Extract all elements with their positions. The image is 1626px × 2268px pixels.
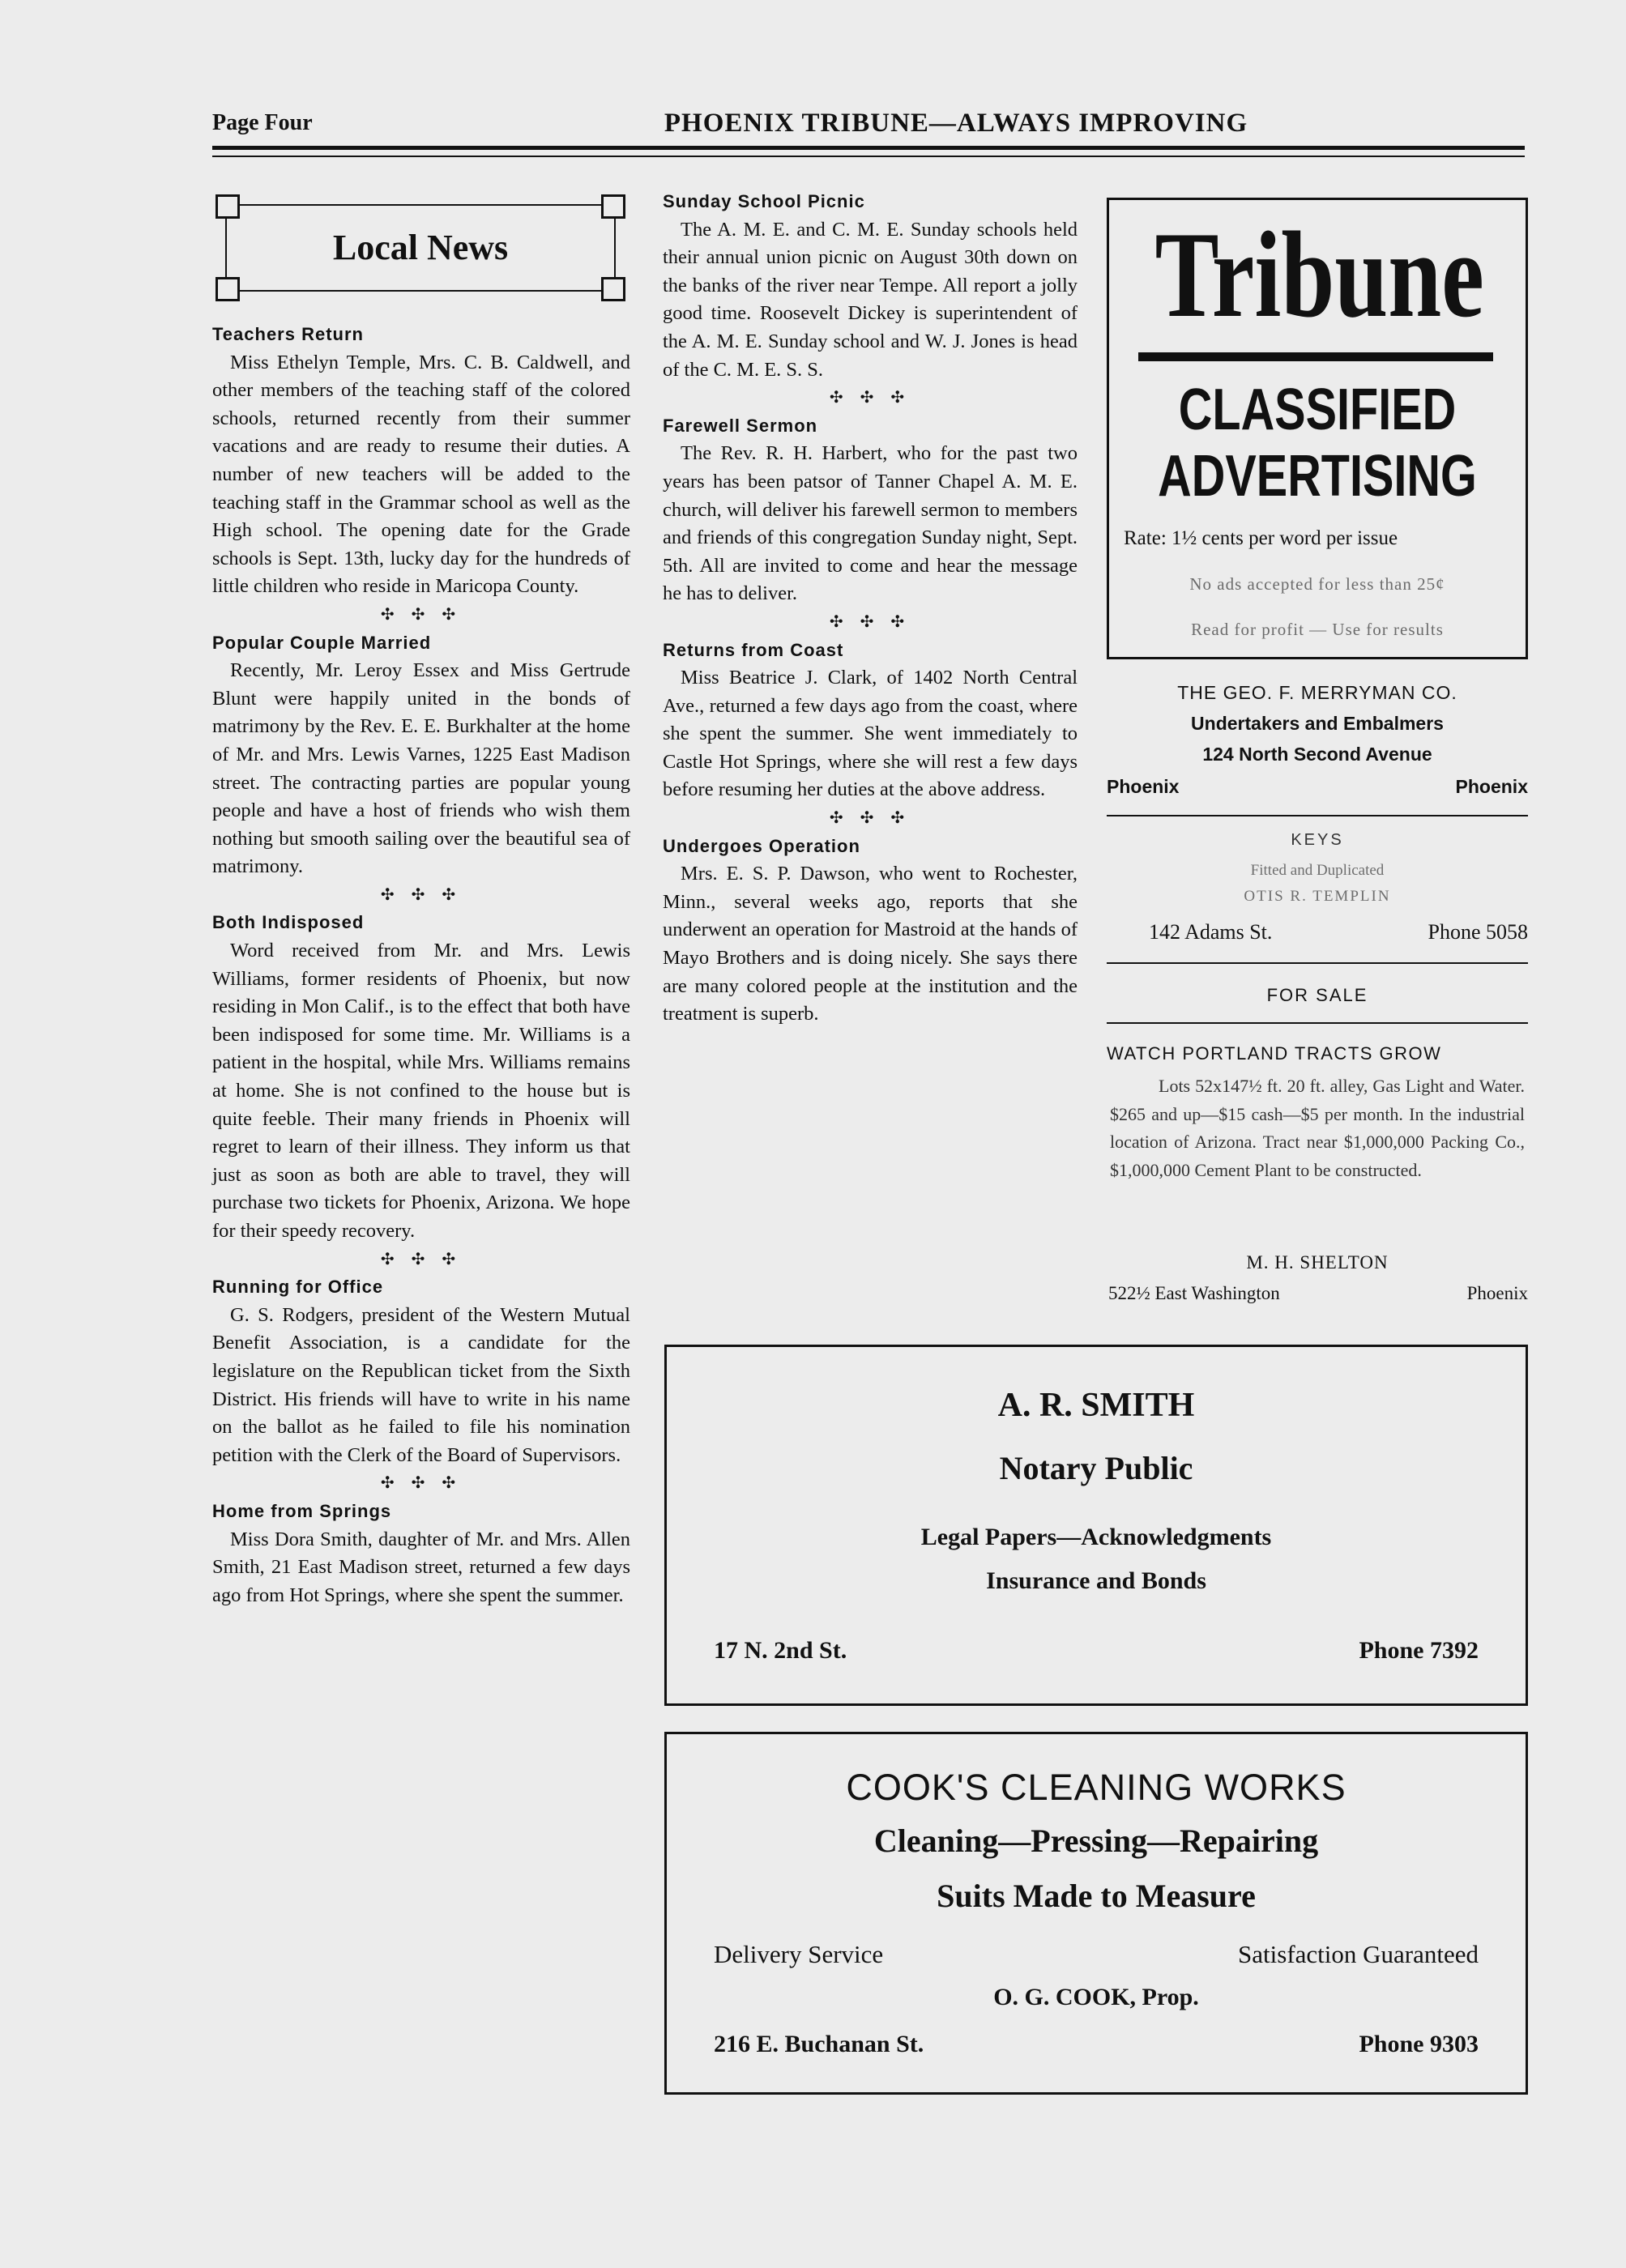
article-text: Mrs. E. S. P. Dawson, who went to Rochester, Minn., several weeks ago, reports that she underwent an operation for Mastroid at the hands of Mayo Brothers and is doing nicely. She says there are many colored people at the institution and the treatment is superb. [663,863,1078,1025]
portland-text: Lots 52x147½ ft. 20 ft. alley, Gas Light and Water. $265 and up—$15 cash—$5 per month. In the industrial location of Arizona. Tract near $1,000,000 Packing Co., $1,000,000 Cement Plant to be constructed. [1110,1076,1525,1180]
portland-city: Phoenix [1466,1283,1528,1303]
divider [1107,815,1528,816]
article-heading: Popular Couple Married [212,632,432,653]
notary-name: A. R. SMITH [997,1387,1195,1424]
frame-line [240,204,601,206]
advertising-heading: ADVERTISING [1158,444,1477,509]
tribune-rule [1138,352,1493,361]
corner-ornament [601,194,625,219]
keys-phone: Phone 5058 [1428,920,1528,944]
portland-address: 522½ East Washington [1108,1283,1280,1303]
divider [1107,962,1528,964]
notary-contact-row [714,1637,1479,1665]
article-heading: Sunday School Picnic [663,191,865,211]
merryman-line: Undertakers and Embalmers [1191,713,1444,734]
merryman-city: Phoenix [1107,776,1180,797]
article-heading: Farewell Sermon [663,415,818,436]
cleaning-name: COOK'S CLEANING WORKS [846,1767,1346,1808]
news-column-2 [663,188,1078,1029]
article-heading: Home from Springs [212,1500,392,1521]
article-heading: Teachers Return [212,324,364,344]
masthead: PHOENIX TRIBUNE—ALWAYS IMPROVING [664,109,1248,138]
article-heading: Running for Office [212,1277,384,1298]
separator-ornament: ✣ ✣ ✣ [829,612,911,631]
article-text: The Rev. R. H. Harbert, who for the past two years has been patsor of Tanner Chapel A. M. E. church, will deliver his farewell sermon to members and friends of this congregation Sunday night, Sept. 5th. All are invited to come and hear the message he has to deliver. [663,442,1078,605]
cleaning-proprietor: O. G. COOK, Prop. [993,1984,1199,2010]
article-heading: Both Indisposed [212,912,365,933]
article-heading: Returns from Coast [663,639,844,660]
notary-address: 17 N. 2nd St. [714,1637,847,1664]
separator-ornament: ✣ ✣ ✣ [380,1250,463,1268]
faint-line: No ads accepted for less than 25¢ [1189,574,1445,594]
article-text: Miss Beatrice J. Clark, of 1402 North Central Ave., returned a few days ago from the coast, where she spent the summer. She went immediately to Castle Hot Springs, where she will rest a few days before resuming her duties at the above address. [663,667,1078,801]
article-text: G. S. Rodgers, president of the Western Mutual Benefit Association, is a candidate for the legislature on the Republican ticket from the Sixth District. His friends will have to write in his name on the ballot as he failed to file his nomination petition with the Clerk of the Board of Supervisors. [212,1303,630,1466]
masthead-rule-thin [212,156,1525,157]
cleaning-services: Cleaning—Pressing—Repairing [873,1823,1319,1859]
classified-heading: CLASSIFIED [1178,377,1457,442]
local-news-title: Local News [332,228,509,267]
news-column-1 [212,321,630,1609]
keys-title: KEYS [1291,831,1344,849]
tribune-classified-ad [1107,198,1528,659]
merryman-address: 124 North Second Avenue [1202,744,1432,765]
portland-contact-row [1108,1283,1528,1304]
cleaning-contact-row [714,2031,1479,2058]
cleaning-phone: Phone 9303 [1359,2031,1479,2057]
merryman-name: THE GEO. F. MERRYMAN CO. [1177,682,1457,703]
keys-line: OTIS R. TEMPLIN [1244,888,1391,905]
article-text: Miss Dora Smith, daughter of Mr. and Mrs. Allen Smith, 21 East Madison street, returned a few days ago from Hot Springs, where she spent the summer. [212,1528,630,1606]
corner-ornament [216,277,240,301]
page-label: Page Four [212,110,313,135]
keys-contact-row [1149,920,1528,944]
rate-text: Rate: 1½ cents per word per issue [1124,527,1398,549]
notary-line: Legal Papers—Acknowledgments [920,1524,1272,1550]
masthead-rule [212,146,1525,150]
corner-ornament [216,194,240,219]
article-heading: Undergoes Operation [663,835,860,856]
cleaning-features-row [714,1940,1479,1969]
frame-line [240,290,601,292]
separator-ornament: ✣ ✣ ✣ [829,389,911,407]
keys-line: Fitted and Duplicated [1250,862,1385,879]
portland-agent: M. H. SHELTON [1246,1252,1389,1273]
article-text: Miss Ethelyn Temple, Mrs. C. B. Caldwell, and other members of the teaching staff of the colored schools, returned recently from their summer vacations and are ready to resume their duties. A number of new teachers will be added to the teaching staff in the Grammar school as well as the High school. The opening date for the Grade schools is Sept. 13th, lucky day for the hundreds of little children who reside in Maricopa County. [212,351,630,598]
notary-title: Notary Public [999,1450,1193,1486]
for-sale-heading: FOR SALE [1266,985,1368,1005]
article-text: Word received from Mr. and Mrs. Lewis Williams, former residents of Phoenix, but now residing in Mon Calif., is to the effect that both have been indisposed for some time. Mr. Williams is a patient in the hospital, while Mrs. Williams remains at home. She is not confined to the house but is quite feeble. Their many friends in Phoenix will regret to learn of their illness. They inform us that just as soon as both are able to travel, they will purchase two tickets for Phoenix, Arizona. We hope for their speedy recovery. [212,940,630,1242]
cleaning-ad [664,1732,1528,2095]
portland-title: WATCH PORTLAND TRACTS GROW [1107,1043,1442,1064]
corner-ornament [601,277,625,301]
local-news-box [216,194,625,301]
faint-line: Read for profit — Use for results [1191,620,1444,639]
article-text: The A. M. E. and C. M. E. Sunday schools held their annual union picnic on August 30th down on the banks of the river near Tempe. All report a jolly good time. Roosevelt Dickey is superintendent of the A. M. E. Sunday school and W. J. Jones is head of the C. M. E. S. S. [663,218,1078,381]
cleaning-tagline: Suits Made to Measure [937,1878,1256,1914]
merryman-city-row [1107,776,1528,798]
separator-ornament: ✣ ✣ ✣ [829,809,911,828]
separator-ornament: ✣ ✣ ✣ [380,885,463,904]
separator-ornament: ✣ ✣ ✣ [380,605,463,624]
cleaning-address: 216 E. Buchanan St. [714,2031,924,2057]
notary-line: Insurance and Bonds [986,1567,1206,1594]
merryman-city: Phoenix [1455,776,1528,797]
separator-ornament: ✣ ✣ ✣ [380,1474,463,1493]
tribune-title: Tribune [1154,207,1484,343]
notary-phone: Phone 7392 [1359,1637,1479,1664]
divider [1107,1022,1528,1024]
keys-address: 142 Adams St. [1149,920,1273,944]
cleaning-feature: Delivery Service [714,1940,884,1968]
notary-ad [664,1345,1528,1706]
cleaning-feature: Satisfaction Guaranteed [1238,1940,1479,1968]
article-text: Recently, Mr. Leroy Essex and Miss Gertrude Blunt were happily united in the bonds of matrimony by the Rev. E. E. Burkhalter at the home of Mr. and Mrs. Lewis Varnes, 1225 East Madison street. The contracting parties are popular young people and have a host of friends who wish them nothing but smooth sailing over the beautiful sea of matrimony. [212,659,630,878]
